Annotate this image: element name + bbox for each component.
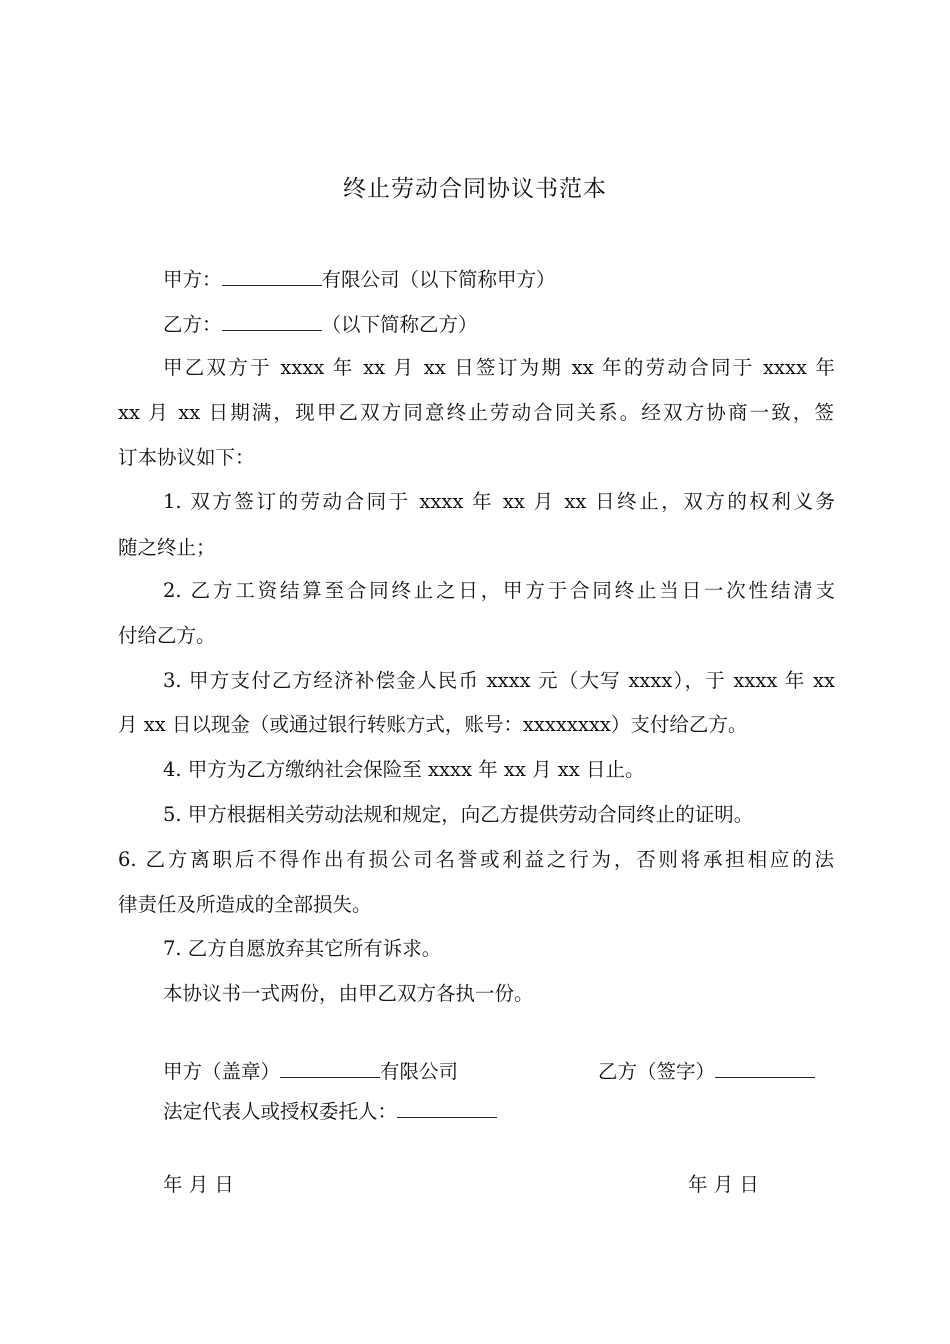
clause-1-line-1: 1. 双方签订的劳动合同于 xxxx 年 xx 月 xx 日终止，双方的权利义务 <box>163 490 835 513</box>
intro-line-1: 甲乙双方于 xxxx 年 xx 月 xx 日签订为期 xx 年的劳动合同于 xxxx 年 <box>163 356 835 379</box>
party-a-seal-blank[interactable] <box>280 1057 380 1078</box>
clause-3-line-1: 3. 甲方支付乙方经济补偿金人民币 xxxx 元（大写 xxxx），于 xxxx 年 xx <box>163 669 835 692</box>
party-a-line <box>163 265 835 295</box>
representative-blank[interactable] <box>397 1097 497 1118</box>
clause-6-line-2: 律责任及所造成的全部损失。 <box>118 893 372 916</box>
party-a-label: 甲方： <box>163 268 222 291</box>
party-a-seal-suffix: 有限公司 <box>380 1060 459 1083</box>
clause-1-line-2: 随之终止； <box>118 536 216 559</box>
party-b-suffix: （以下简称乙方） <box>321 313 478 336</box>
date-left: 年 月 日 <box>163 1173 234 1196</box>
party-b-sign-label: 乙方（签字） <box>598 1060 716 1083</box>
party-b-blank[interactable] <box>222 310 322 331</box>
party-a-suffix: 有限公司（以下简称甲方） <box>321 268 556 291</box>
party-b-label: 乙方： <box>163 313 222 336</box>
closing-line: 本协议书一式两份，由甲乙双方各执一份。 <box>163 982 534 1005</box>
date-right: 年 月 日 <box>688 1173 759 1196</box>
clause-4: 4. 甲方为乙方缴纳社会保险至 xxxx 年 xx 月 xx 日止。 <box>163 758 645 781</box>
clause-2-line-2: 付给乙方。 <box>118 624 216 647</box>
representative-label: 法定代表人或授权委托人： <box>163 1100 398 1123</box>
clause-3-line-2: 月 xx 日以现金（或通过银行转账方式，账号：xxxxxxxx）支付给乙方。 <box>118 713 748 736</box>
clause-2-line-1: 2. 乙方工资结算至合同终止之日，甲方于合同终止当日一次性结清支 <box>163 579 835 602</box>
party-a-signature <box>163 1057 583 1087</box>
party-a-seal-label: 甲方（盖章） <box>163 1060 281 1083</box>
clause-7: 7. 乙方自愿放弃其它所有诉求。 <box>163 937 442 960</box>
party-b-line <box>163 310 835 340</box>
intro-line-2: xx 月 xx 日期满，现甲乙双方同意终止劳动合同关系。经双方协商一致，签 <box>118 401 834 424</box>
party-b-signature <box>598 1057 815 1087</box>
document-title: 终止劳动合同协议书范本 <box>343 176 607 202</box>
representative-line <box>163 1097 835 1127</box>
intro-line-3: 订本协议如下： <box>118 446 255 469</box>
party-b-sign-blank[interactable] <box>715 1057 815 1078</box>
clause-6-line-1: 6. 乙方离职后不得作出有损公司名誉或利益之行为，否则将承担相应的法 <box>118 848 834 871</box>
party-a-blank[interactable] <box>222 265 322 286</box>
clause-5: 5. 甲方根据相关劳动法规和规定，向乙方提供劳动合同终止的证明。 <box>163 803 754 826</box>
